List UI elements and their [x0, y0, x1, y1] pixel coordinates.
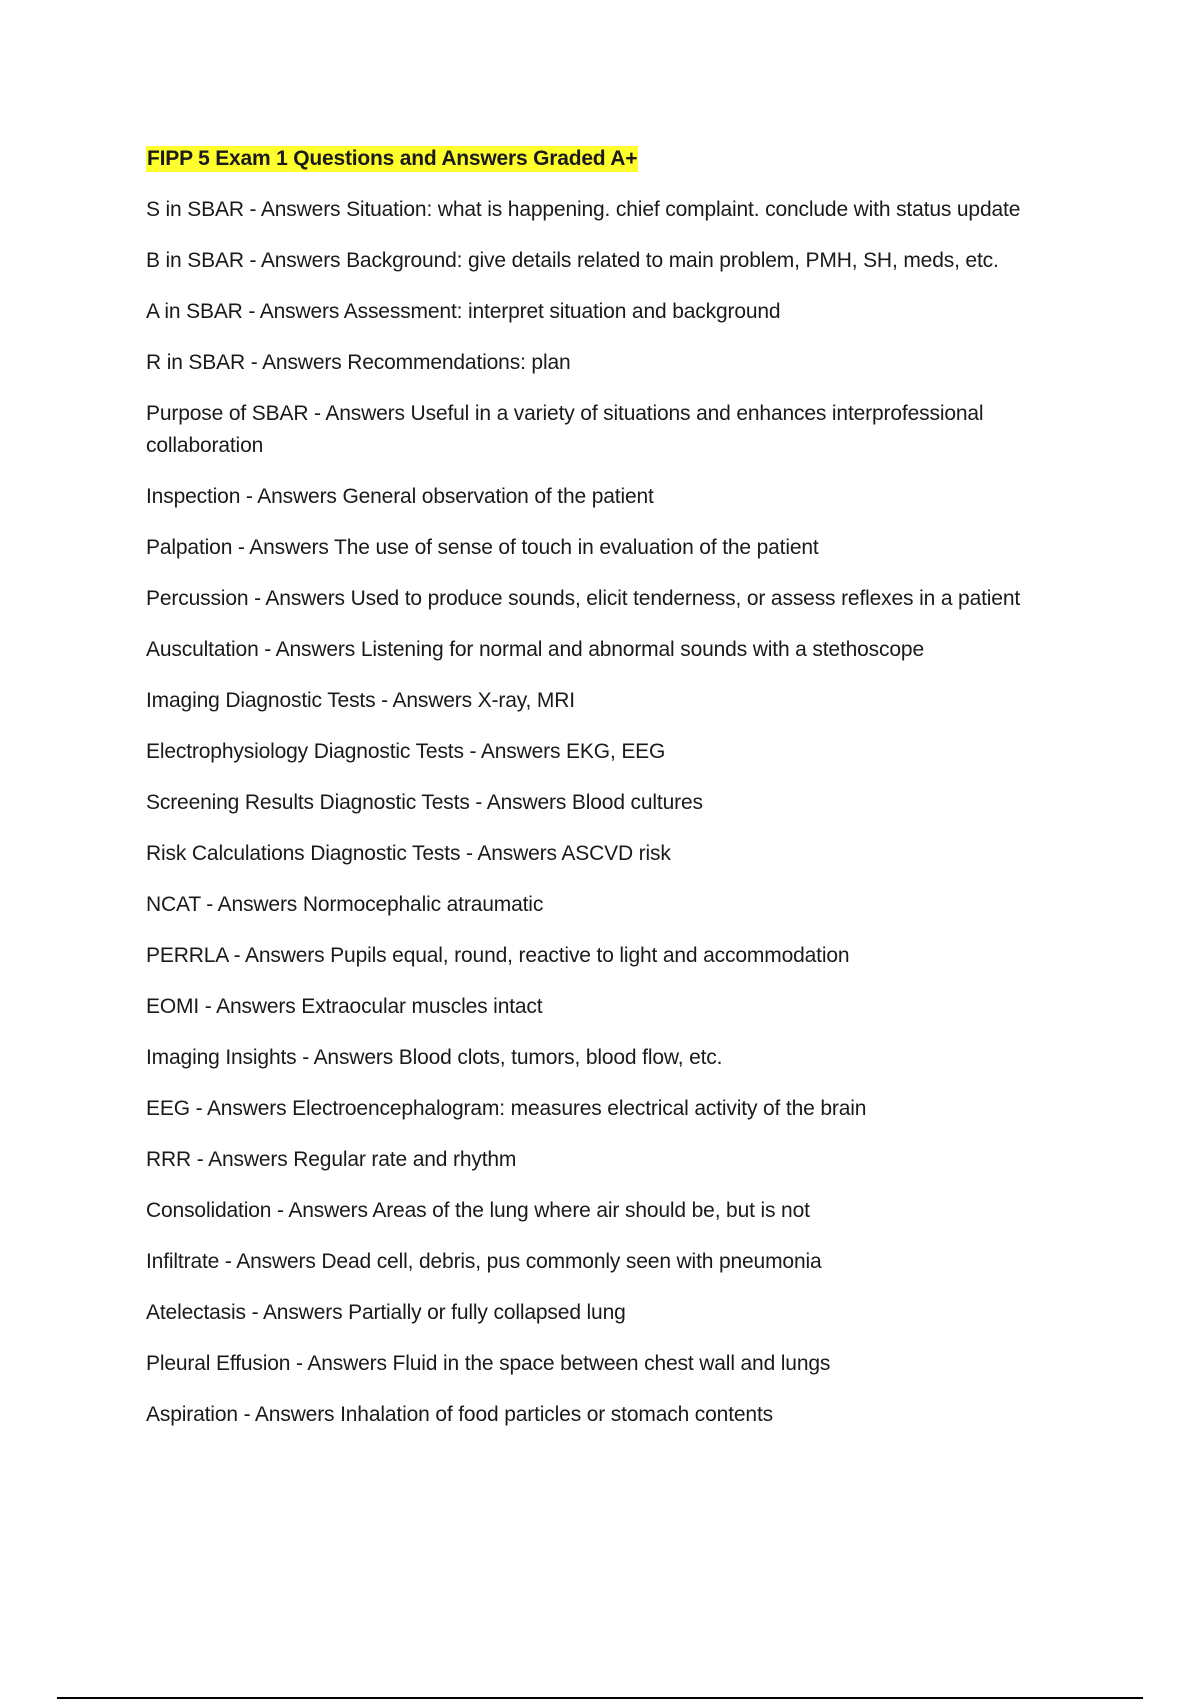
qa-item: A in SBAR - Answers Assessment: interpret situation and background	[146, 300, 781, 323]
qa-item: Screening Results Diagnostic Tests - Answers Blood cultures	[146, 791, 703, 814]
qa-item: Pleural Effusion - Answers Fluid in the space between chest wall and lungs	[146, 1352, 831, 1375]
qa-list	[146, 194, 1086, 1450]
qa-item: S in SBAR - Answers Situation: what is happening. chief complaint. conclude with status update	[146, 198, 1021, 221]
qa-item: NCAT - Answers Normocephalic atraumatic	[146, 893, 544, 916]
qa-item: PERRLA - Answers Pupils equal, round, reactive to light and accommodation	[146, 944, 850, 967]
qa-item: Inspection - Answers General observation of the patient	[146, 485, 654, 508]
qa-item: Aspiration - Answers Inhalation of food particles or stomach contents	[146, 1403, 773, 1426]
qa-item: Consolidation - Answers Areas of the lung where air should be, but is not	[146, 1199, 810, 1222]
document-title: FIPP 5 Exam 1 Questions and Answers Graded A+	[147, 147, 638, 170]
qa-item: Imaging Insights - Answers Blood clots, tumors, blood flow, etc.	[146, 1046, 723, 1069]
qa-item: Imaging Diagnostic Tests - Answers X-ray, MRI	[146, 689, 575, 712]
qa-item: Percussion - Answers Used to produce sounds, elicit tenderness, or assess reflexes in a patient	[146, 587, 1021, 610]
qa-item: B in SBAR - Answers Background: give details related to main problem, PMH, SH, meds, etc.	[146, 249, 999, 272]
qa-item: Infiltrate - Answers Dead cell, debris, pus commonly seen with pneumonia	[146, 1250, 822, 1273]
qa-item: EEG - Answers Electroencephalogram: measures electrical activity of the brain	[146, 1097, 867, 1120]
qa-item: EOMI - Answers Extraocular muscles intact	[146, 995, 543, 1018]
qa-item: Electrophysiology Diagnostic Tests - Answers EKG, EEG	[146, 740, 666, 763]
qa-item: Palpation - Answers The use of sense of touch in evaluation of the patient	[146, 536, 819, 559]
qa-item: Auscultation - Answers Listening for normal and abnormal sounds with a stethoscope	[146, 638, 924, 661]
qa-item: Purpose of SBAR - Answers Useful in a variety of situations and enhances interprofessional collaboration	[146, 402, 984, 457]
qa-item: Atelectasis - Answers Partially or fully collapsed lung	[146, 1301, 626, 1324]
footer-divider	[57, 1697, 1143, 1699]
qa-item: Risk Calculations Diagnostic Tests - Answers ASCVD risk	[146, 842, 671, 865]
qa-item: RRR - Answers Regular rate and rhythm	[146, 1148, 517, 1171]
qa-item: R in SBAR - Answers Recommendations: plan	[146, 351, 571, 374]
